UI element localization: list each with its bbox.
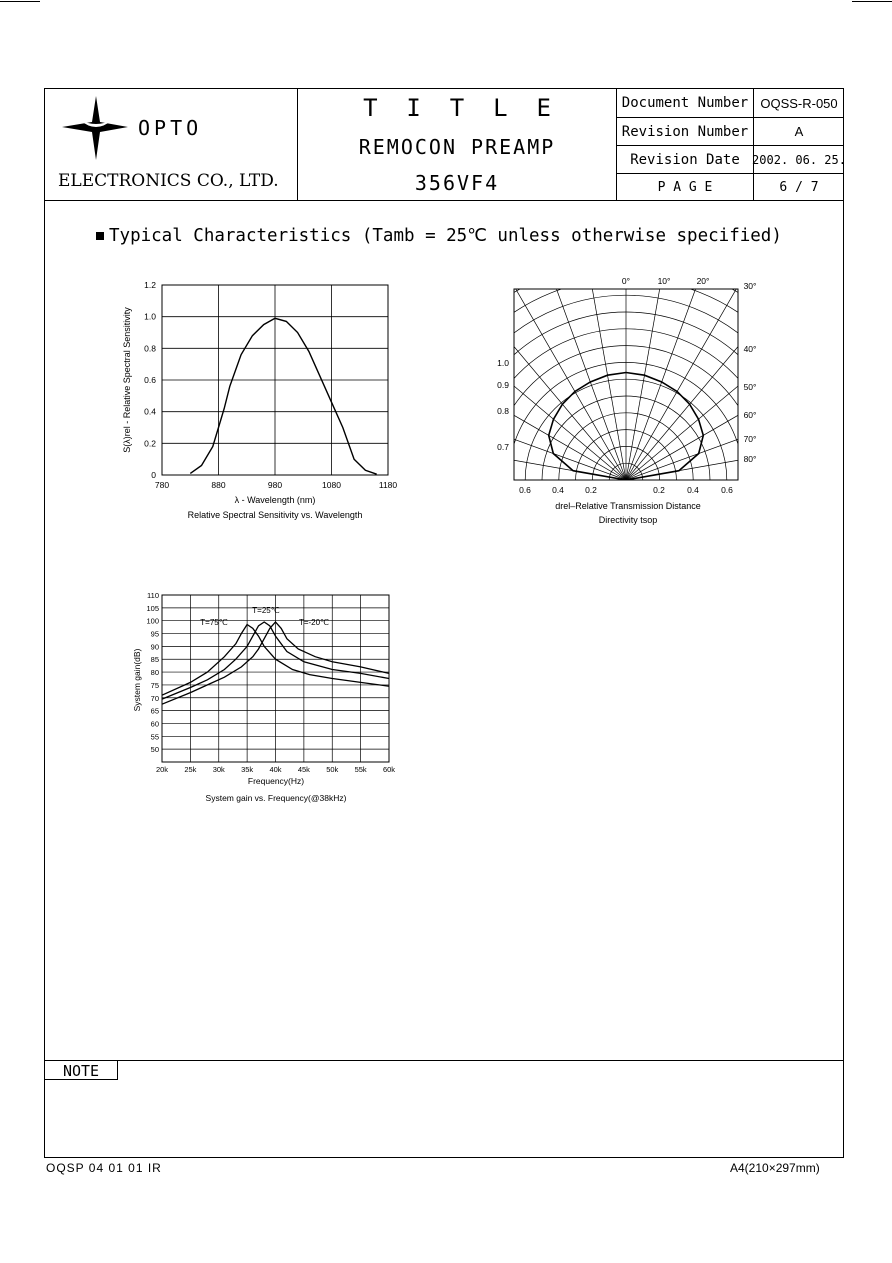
- chart3-y-label: System gain(dB): [132, 648, 142, 712]
- x-tick-label: 45k: [297, 765, 310, 774]
- polar-spoke: [626, 343, 780, 480]
- chart3-x-label: Frequency(Hz): [247, 776, 305, 786]
- revision-date-value: 2002. 06. 25.: [752, 152, 846, 167]
- angle-label: 40°: [743, 344, 757, 354]
- chart1-y-label: S(λ)rel - Relative Spectral Sensitivity: [122, 307, 132, 453]
- polar-spoke: [626, 272, 780, 480]
- x-tick-label: 980: [267, 480, 283, 490]
- directivity-polar-chart: [490, 272, 780, 537]
- distance-label: 0.6: [721, 485, 733, 495]
- company-name: ELECTRONICS CO., LTD.: [58, 171, 279, 191]
- document-number-label: Document Number: [621, 95, 749, 111]
- y-tick-label: 95: [150, 629, 159, 639]
- y-tick-label: 50: [150, 745, 159, 755]
- y-tick-label: 0.8: [144, 343, 156, 354]
- distance-label: 0.2: [585, 485, 597, 495]
- polar-spoke: [626, 272, 780, 480]
- x-tick-label: 880: [211, 480, 226, 490]
- footer-form-code: OQSP 04 01 01 IR: [46, 1161, 162, 1175]
- x-tick-label: 1180: [378, 480, 398, 490]
- bullet-square-icon: [96, 232, 104, 240]
- series-label: T=-20℃: [298, 618, 330, 627]
- header-bottom-rule: [44, 200, 844, 201]
- angle-label: 0°: [621, 276, 631, 286]
- y-tick-label: 90: [150, 642, 159, 652]
- radial-label: 1.0: [497, 358, 509, 368]
- y-tick-label: 75: [150, 680, 159, 690]
- distance-label: 0.6: [519, 485, 531, 495]
- product-name: REMOCON PREAMP: [358, 135, 556, 159]
- section-heading-text: Typical Characteristics (Tamb = 25℃ unless otherwise specified): [109, 226, 782, 246]
- x-tick-label: 1080: [322, 480, 341, 490]
- radial-label: 0.8: [497, 406, 509, 416]
- angle-label: 70°: [743, 434, 757, 444]
- y-tick-label: 70: [150, 693, 159, 703]
- y-tick-label: 0: [151, 470, 156, 480]
- note-label: NOTE: [62, 1062, 100, 1080]
- chart3-caption: System gain vs. Frequency(@38kHz): [205, 793, 347, 803]
- radial-label: 0.9: [497, 380, 509, 390]
- document-number-value: OQSS-R-050: [760, 95, 838, 111]
- polar-spoke: [626, 272, 780, 480]
- title-label: T I T L E: [363, 94, 551, 122]
- polar-spoke: [626, 280, 780, 480]
- chart1-x-label: λ - Wavelength (nm): [234, 495, 316, 505]
- x-tick-label: 50k: [326, 765, 339, 774]
- distance-label: 0.4: [687, 485, 699, 495]
- note-rule: [44, 1060, 844, 1061]
- y-tick-label: 0.4: [144, 406, 156, 417]
- x-tick-label: 40k: [269, 765, 282, 774]
- angle-label: 50°: [743, 382, 757, 392]
- page-label: P A G E: [657, 179, 713, 195]
- y-tick-label: 85: [150, 655, 159, 665]
- y-tick-label: 1.0: [144, 311, 156, 322]
- y-tick-label: 100: [146, 616, 159, 626]
- angle-label: 20°: [696, 276, 710, 286]
- chart2-caption-line2: Directivity tsop: [598, 515, 658, 525]
- y-tick-label: 0.6: [144, 375, 156, 385]
- y-tick-label: 60: [150, 719, 159, 729]
- angle-label: 30°: [743, 281, 757, 291]
- polar-spoke: [490, 280, 626, 480]
- x-tick-label: 35k: [241, 765, 254, 774]
- polar-spoke: [557, 272, 626, 480]
- series-label: T=75℃: [200, 618, 228, 627]
- system-gain-chart: [128, 588, 403, 810]
- corner-mark-left: [0, 1, 40, 2]
- y-tick-label: 105: [146, 603, 159, 613]
- x-tick-label: 60k: [382, 765, 396, 774]
- radial-label: 0.7: [497, 442, 509, 452]
- y-tick-label: 55: [150, 732, 159, 742]
- series-label: T=25℃: [252, 606, 280, 615]
- x-tick-label: 55k: [354, 765, 367, 774]
- y-tick-label: 80: [150, 668, 159, 678]
- footer-paper-size: A4(210×297mm): [730, 1161, 820, 1175]
- chart2-caption-line1: drel–Relative Transmission Distance: [555, 501, 701, 511]
- angle-label: 10°: [657, 276, 671, 286]
- x-tick-label: 780: [154, 480, 170, 490]
- angle-label: 60°: [743, 410, 757, 420]
- x-tick-label: 30k: [212, 765, 225, 774]
- y-tick-label: 1.2: [144, 280, 156, 290]
- revision-number-label: Revision Number: [621, 123, 749, 140]
- logo-text: OPTO: [138, 116, 203, 140]
- page-value: 6 / 7: [779, 179, 819, 195]
- section-heading: [96, 226, 782, 246]
- model-number: 356VF4: [414, 171, 500, 195]
- polar-spoke: [626, 272, 695, 480]
- revision-number-value: A: [794, 124, 804, 139]
- x-tick-label: 20k: [155, 765, 169, 774]
- polar-spoke: [626, 411, 780, 480]
- spectral-sensitivity-chart: [110, 275, 410, 530]
- y-tick-label: 65: [150, 706, 159, 716]
- corner-mark-right: [852, 1, 892, 2]
- angle-label: 80°: [743, 454, 757, 464]
- y-tick-label: 0.2: [144, 438, 156, 449]
- distance-label: 0.4: [552, 485, 564, 495]
- chart1-caption: Relative Spectral Sensitivity vs. Wavelength: [187, 510, 363, 520]
- distance-label: 0.2: [653, 485, 665, 495]
- x-tick-label: 25k: [184, 765, 197, 774]
- revision-date-label: Revision Date: [630, 151, 740, 168]
- y-tick-label: 110: [147, 591, 159, 600]
